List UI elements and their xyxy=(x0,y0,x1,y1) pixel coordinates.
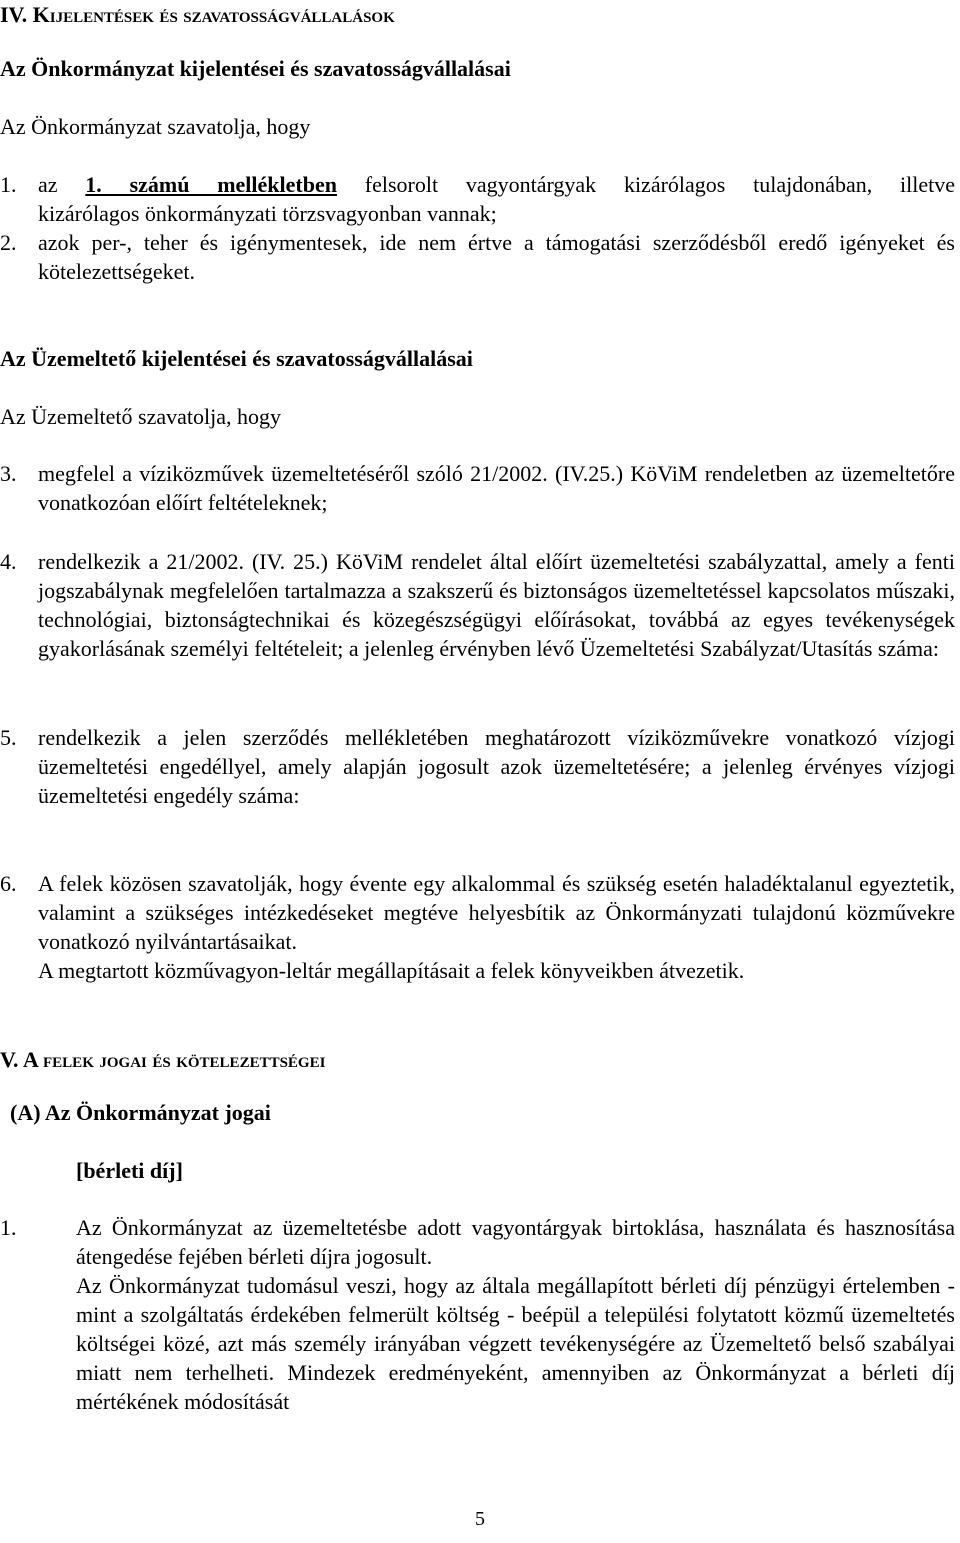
item-text-line2: kizárólagos önkormányzati törzsvagyonban vannak; xyxy=(38,201,497,226)
item-text: megfelel a víziközművek üzemeltetéséről szóló 21/2002. (IV.25.) KöViM rendeletben az üzemeltetőre vonatkozóan előírt feltételeknek; xyxy=(38,461,955,515)
item-number: 3. xyxy=(0,461,17,486)
item-number: 1. xyxy=(0,1215,17,1240)
subsection-heading-a: (A) Az Önkormányzat jogai xyxy=(10,1100,271,1125)
item-text-pre: az xyxy=(38,172,86,197)
uzemelteto-heading: Az Üzemeltető kijelentései és szavatosságvállalásai xyxy=(0,346,473,371)
rent-heading: [bérleti díj] xyxy=(76,1158,183,1183)
onkormanyzat-heading: Az Önkormányzat kijelentései és szavatosságvállalásai xyxy=(0,56,511,81)
item-text: rendelkezik a 21/2002. (IV. 25.) KöViM rendelet által előírt üzemeltetési szabályzattal, amely a fenti jogszabálynak megfelelően tartalmazza a szakszerű és biztonságos üzemeltetéssel kapcsolatos műszaki, technológiai, biztonságtechnikai és közegészségügyi előírásokat, továbbá az egyes tevékenységek gyakorlásának személyi feltételeit; a jelenleg érvényben lévő Üzemeltetési Szabályzat/Utasítás száma: xyxy=(38,549,955,661)
item-number: 4. xyxy=(0,549,17,574)
item-text-2: A megtartott közművagyon-leltár megállapításait a felek könyveikben átvezetik. xyxy=(38,958,745,983)
onkormanyzat-intro: Az Önkormányzat szavatolja, hogy xyxy=(0,114,311,139)
section-heading-iv: IV. Kijelentések és szavatosságvállalások xyxy=(0,2,395,27)
item-number: 2. xyxy=(0,230,17,255)
item-number: 6. xyxy=(0,871,17,896)
page-number: 5 xyxy=(475,1508,485,1530)
item-text-2: Az Önkormányzat tudomásul veszi, hogy az általa megállapított bérleti díj pénzügyi értelemben - mint a szolgáltatás érdekében felmerült költség - beépül a települési folytatott közmű üzemeltetés költségei közé, azt más személy irányában végzett tevékenységére az Üzemeltető belső szabályai miatt nem terhelheti. Mindezek eredményeként, amennyiben az Önkormányzat a bérleti díj mértékének módosítását xyxy=(76,1273,955,1414)
list-item-1 xyxy=(0,170,955,230)
item-number: 1. xyxy=(0,172,17,197)
item-text: rendelkezik a jelen szerződés mellékletében meghatározott víziközművekre vonatkozó vízjogi üzemeltetési engedéllyel, amely alapján jogosult azok üzemeltetésére; a jelenleg érvényes vízjogi üzemeltetési engedély száma: xyxy=(38,725,955,808)
section-heading-v: V. A felek jogai és kötelezettségei xyxy=(0,1047,326,1072)
annex-reference: 1. számú mellékletben xyxy=(85,172,337,197)
item-text: azok per-, teher és igénymentesek, ide nem értve a támogatási szerződésből eredő igényeket és kötelezettségeket. xyxy=(38,230,955,284)
item-text: Az Önkormányzat az üzemeltetésbe adott vagyontárgyak birtoklása, használata és hasznosítása átengedése fejében bérleti díjra jogosult. xyxy=(76,1215,955,1269)
item-text: A felek közösen szavatolják, hogy évente egy alkalommal és szükség esetén haladéktalanul egyeztetik, valamint a szükséges intézkedéseket megtéve helyesbítik az Önkormányzati tulajdonú közművekre vonatkozó nyilvántartásaikat. xyxy=(38,871,955,954)
uzemelteto-intro: Az Üzemeltető szavatolja, hogy xyxy=(0,404,282,429)
item-text-rest: felsorolt vagyontárgyak kizárólagos tulajdonában, illetve xyxy=(336,172,955,197)
item-number: 5. xyxy=(0,725,17,750)
